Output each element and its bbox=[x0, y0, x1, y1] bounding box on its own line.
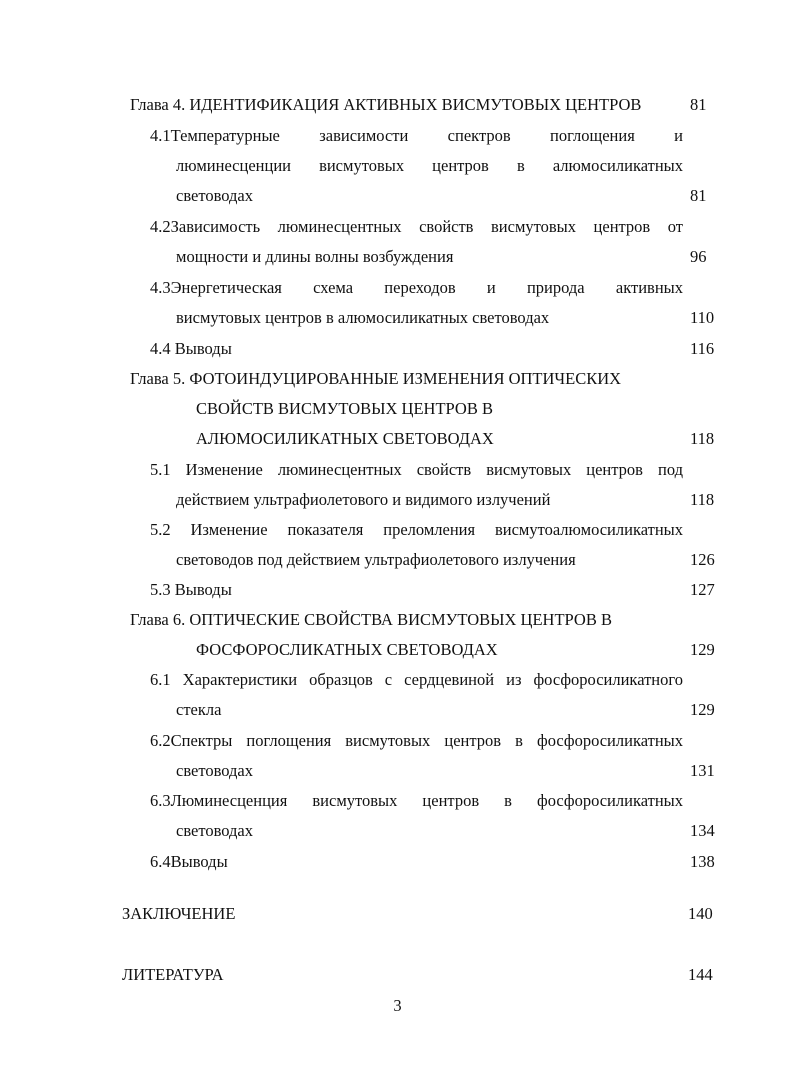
toc-section-4-3-page: 110 bbox=[690, 308, 715, 327]
toc-section-5-2-line1: 5.2 Изменение показателя преломления висмутоалюмосиликатных bbox=[150, 520, 683, 539]
toc-section-4-4: 4.4 Выводы bbox=[150, 339, 232, 358]
toc-section-6-3-line1: 6.3Люминесценция висмутовых центров в фосфоросиликатных bbox=[150, 791, 683, 810]
toc-section-6-2-line1: 6.2Спектры поглощения висмутовых центров в фосфоросиликатных bbox=[150, 731, 683, 750]
toc-chapter-6-title-line2: ФОСФОРОСЛИКАТНЫХ СВЕТОВОДАХ bbox=[196, 640, 498, 659]
toc-section-4-2-page: 96 bbox=[690, 247, 707, 266]
toc-section-6-1-line1: 6.1 Характеристики образцов с сердцевиной из фосфоросиликатного bbox=[150, 670, 683, 689]
toc-section-6-2-page: 131 bbox=[690, 761, 715, 780]
toc-conclusion: ЗАКЛЮЧЕНИЕ bbox=[122, 904, 236, 923]
toc-section-4-1-line2: люминесценции висмутовых центров в алюмосиликатных bbox=[176, 156, 683, 175]
toc-section-5-1-line2: действием ультрафиолетового и видимого излучений bbox=[176, 490, 551, 509]
toc-section-6-2-line2: световодах bbox=[176, 761, 254, 780]
toc-conclusion-page: 140 bbox=[688, 904, 713, 923]
toc-section-4-3-line1: 4.3Энергетическая схема переходов и природа активных bbox=[150, 278, 683, 297]
page-number: 3 bbox=[393, 996, 402, 1015]
toc-chapter-4-page: 81 bbox=[690, 95, 707, 114]
toc-section-4-2-line2: мощности и длины волны возбуждения bbox=[176, 247, 454, 266]
toc-section-6-3-line2: световодах bbox=[176, 821, 254, 840]
toc-section-4-4-page: 116 bbox=[690, 339, 715, 358]
toc-section-6-3-page: 134 bbox=[690, 821, 715, 840]
toc-section-6-1-page: 129 bbox=[690, 700, 715, 719]
toc-section-5-1-page: 118 bbox=[690, 490, 715, 509]
toc-chapter-5-page: 118 bbox=[690, 429, 715, 448]
toc-section-4-1-page: 81 bbox=[690, 186, 707, 205]
toc-section-4-1-line1: 4.1Температурные зависимости спектров поглощения и bbox=[150, 126, 683, 145]
toc-section-4-2-line1: 4.2Зависимость люминесцентных свойств висмутовых центров от bbox=[150, 217, 683, 236]
toc-section-5-3-page: 127 bbox=[690, 580, 715, 599]
toc-section-6-4-page: 138 bbox=[690, 852, 715, 871]
toc-chapter-6-page: 129 bbox=[690, 640, 715, 659]
toc-chapter-4-title: Глава 4. ИДЕНТИФИКАЦИЯ АКТИВНЫХ ВИСМУТОВЫХ ЦЕНТРОВ bbox=[130, 95, 642, 114]
toc-chapter-6-title-line1: Глава 6. ОПТИЧЕСКИЕ СВОЙСТВА ВИСМУТОВЫХ ЦЕНТРОВ В bbox=[130, 610, 612, 629]
toc-section-6-1-line2: стекла bbox=[176, 700, 222, 719]
toc-chapter-5-title-line2: СВОЙСТВ ВИСМУТОВЫХ ЦЕНТРОВ В bbox=[196, 399, 493, 418]
toc-section-6-4: 6.4Выводы bbox=[150, 852, 228, 871]
toc-section-5-3: 5.3 Выводы bbox=[150, 580, 232, 599]
toc-references-page: 144 bbox=[688, 965, 713, 984]
toc-references: ЛИТЕРАТУРА bbox=[122, 965, 224, 984]
toc-section-5-2-page: 126 bbox=[690, 550, 715, 569]
toc-section-4-3-line2: висмутовых центров в алюмосиликатных световодах bbox=[176, 308, 550, 327]
toc-chapter-5-title-line3: АЛЮМОСИЛИКАТНЫХ СВЕТОВОДАХ bbox=[196, 429, 494, 448]
toc-chapter-5-title-line1: Глава 5. ФОТОИНДУЦИРОВАННЫЕ ИЗМЕНЕНИЯ ОПТИЧЕСКИХ bbox=[130, 369, 622, 388]
toc-section-4-1-line3: световодах bbox=[176, 186, 254, 205]
toc-section-5-1-line1: 5.1 Изменение люминесцентных свойств висмутовых центров под bbox=[150, 460, 683, 479]
toc-section-5-2-line2: световодов под действием ультрафиолетового излучения bbox=[176, 550, 576, 569]
